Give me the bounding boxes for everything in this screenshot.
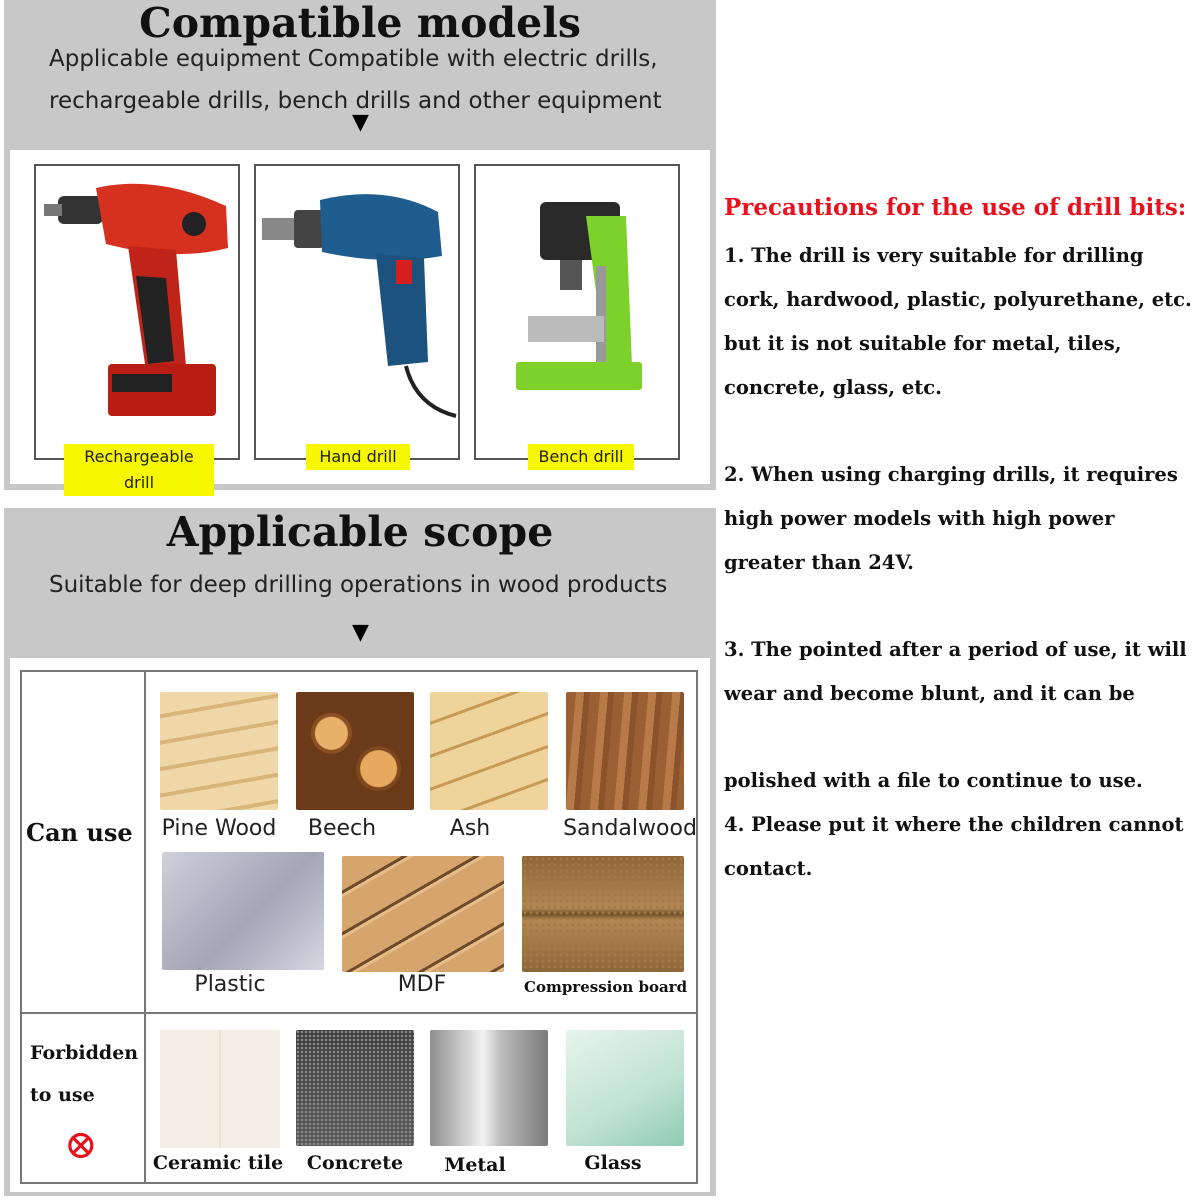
material-label-glass: Glass — [584, 1152, 642, 1174]
can-use-label: Can use — [26, 818, 133, 847]
drill-press-icon — [476, 166, 680, 460]
precautions-title: Precautions for the use of drill bits: — [724, 194, 1187, 221]
device-label-rechargeable: Rechargeable drill — [64, 444, 214, 496]
glass-swatch — [566, 1030, 684, 1146]
precaution-line: high power models with high power — [724, 507, 1115, 530]
ash-swatch — [430, 692, 548, 810]
table-divider — [20, 1012, 698, 1014]
plastic-swatch — [162, 852, 324, 970]
ceramic-tile-swatch — [160, 1030, 280, 1148]
material-label-pine-wood: Pine Wood — [161, 816, 277, 841]
devices-area — [10, 150, 710, 492]
precaution-line: wear and become blunt, and it can be — [724, 682, 1135, 705]
material-label-compression-board: Compression board — [524, 978, 688, 996]
down-arrow-icon: ▼ — [352, 620, 369, 645]
forbidden-icon: ⊗ — [64, 1122, 98, 1168]
material-label-ceramic-tile: Ceramic tile — [152, 1152, 284, 1174]
precaution-line: polished with a file to continue to use. — [724, 769, 1143, 792]
device-label-bench-drill: Bench drill — [528, 444, 634, 470]
forbidden-label-line1: Forbidden — [30, 1042, 139, 1064]
precaution-line: contact. — [724, 857, 813, 880]
precaution-line: but it is not suitable for metal, tiles, — [724, 332, 1122, 355]
applicable-scope-title: Applicable scope — [166, 508, 554, 556]
metal-swatch — [430, 1030, 548, 1146]
precaution-line: 2. When using charging drills, it requires — [724, 463, 1178, 486]
precaution-line: concrete, glass, etc. — [724, 376, 942, 399]
precaution-line: 3. The pointed after a period of use, it will — [724, 638, 1187, 661]
precaution-line: cork, hardwood, plastic, polyurethane, etc. — [724, 288, 1192, 311]
table-divider — [144, 670, 146, 1184]
scope-subtitle: Suitable for deep drilling operations in wood products — [49, 572, 668, 598]
material-label-beech: Beech — [307, 816, 377, 841]
compatible-models-title: Compatible models — [139, 0, 581, 47]
compression-board-swatch — [522, 856, 684, 972]
forbidden-label-line2: to use — [30, 1084, 95, 1106]
compatible-subtitle-line1: Applicable equipment Compatible with electric drills, — [49, 46, 658, 72]
materials-area — [10, 658, 710, 1192]
material-label-sandalwood: Sandalwood — [563, 816, 697, 841]
material-label-mdf: MDF — [397, 972, 447, 997]
beech-swatch — [296, 692, 414, 810]
material-label-plastic: Plastic — [194, 972, 266, 997]
precaution-line: 1. The drill is very suitable for drilling — [724, 244, 1144, 267]
cordless-drill-icon — [36, 166, 240, 460]
device-card-rechargeable — [34, 164, 240, 460]
corded-drill-icon — [256, 166, 460, 460]
compatible-models-panel — [4, 0, 716, 490]
compatible-subtitle-line2: rechargeable drills, bench drills and other equipment — [49, 88, 662, 114]
material-label-ash: Ash — [449, 816, 491, 841]
applicable-scope-panel — [4, 508, 716, 1196]
precaution-line: greater than 24V. — [724, 551, 914, 574]
concrete-swatch — [296, 1030, 414, 1146]
sandalwood-swatch — [566, 692, 684, 810]
device-label-hand-drill: Hand drill — [306, 444, 410, 470]
device-card-bench-drill — [474, 164, 680, 460]
material-label-concrete: Concrete — [306, 1152, 404, 1174]
material-label-metal: Metal — [444, 1154, 506, 1176]
mdf-swatch — [342, 856, 504, 972]
precaution-line: 4. Please put it where the children cannot — [724, 813, 1184, 836]
pine-wood-swatch — [160, 692, 278, 810]
down-arrow-icon: ▼ — [352, 110, 369, 135]
device-card-hand-drill — [254, 164, 460, 460]
